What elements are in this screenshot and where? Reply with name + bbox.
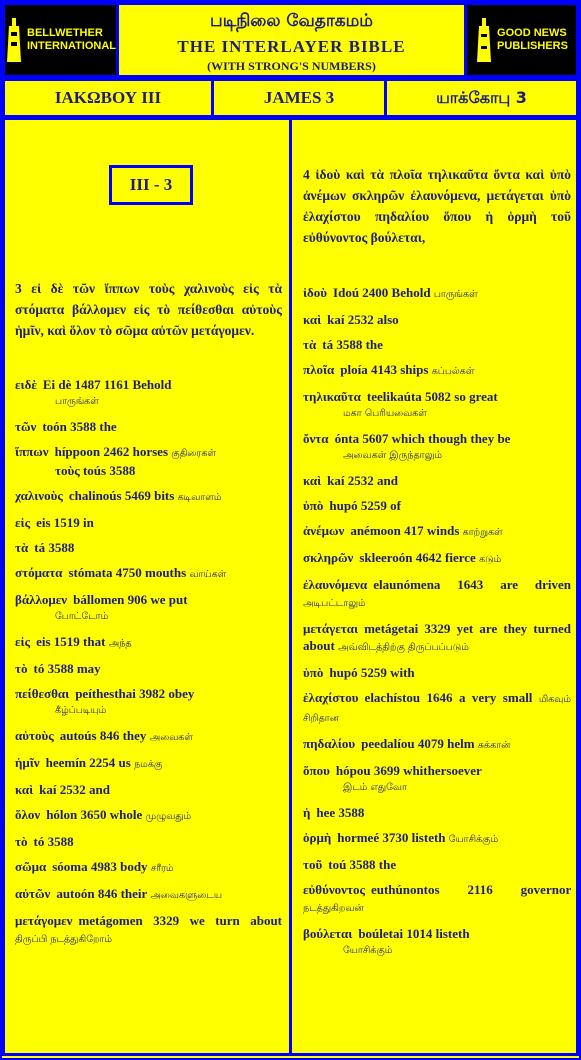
word-entry [15,858,282,877]
greek-word: πείθεσθαι [15,686,70,701]
word-entry [15,591,282,625]
transliteration-gloss: kaí 2532 also [327,312,399,327]
tamil-gloss: நமக்கு [134,759,163,770]
bellwether-logo [2,2,119,78]
word-entry [303,284,571,303]
transliteration-gloss: peedalíou 4079 helm [361,736,475,751]
transliteration-gloss: hólon 3650 whole [46,807,143,822]
word-entry [15,727,282,746]
word-entry [15,833,282,850]
greek-word: ἡμῖν [15,755,40,770]
greek-word: σκληρῶν [303,550,354,565]
tamil-gloss: கப்பல்கள் [431,366,475,377]
transliteration-gloss: híppoon 2462 horses [54,444,169,459]
word-entry [303,689,571,727]
tamil-gloss: கடிவாளம் [177,492,222,503]
word-entry [15,912,282,948]
tamil-gloss: முழுவதும் [145,811,192,822]
greek-word: εἰς [15,634,31,649]
word-entry [303,361,571,380]
transliteration-gloss: hormeé 3730 listeth [337,830,446,845]
transliteration-gloss: boúletai 1014 listeth [358,926,470,941]
logo-line-2: PUBLISHERS [497,40,568,52]
chapter-badge [109,165,193,205]
transliteration-gloss: stómata 4750 mouths [68,565,187,580]
word-entry [303,311,571,328]
greek-word: βάλλομεν [15,592,68,607]
word-entry [15,443,282,479]
transliteration-gloss: peíthesthai 3982 obey [75,686,195,701]
transliteration-gloss: heemín 2254 us [45,755,131,770]
word-entry [15,781,282,798]
greek-word: σῶμα [15,859,47,874]
word-entry [15,754,282,773]
greek-word: ὑπὸ [303,498,324,513]
transliteration-gloss: tó 3588 may [33,661,101,676]
word-entry [15,885,282,904]
verse-3-greek: 3 εἰ δὲ τῶν ἵππων τοὺς χαλινοὺς εἰς τὰ στόματα βάλλομεν εἰς τὸ πείθεσθαι αὐτοὺς ἡμῖν, καὶ ὅλον τὸ σῶμα αὐτῶν μετάγομεν. [15,281,282,338]
tamil-gloss: யோசிக்கும் [343,945,393,956]
word-entry [303,804,571,821]
book-greek-label: ΙΑΚΩΒΟΥ III [54,88,162,107]
greek-word: καὶ [303,473,322,488]
word-entry [15,685,282,719]
word-entry [303,576,571,612]
title-tamil: படிநிலை வேதாகமம் [210,11,373,31]
greek-word: εἰς [15,515,31,530]
tamil-gloss: கீழ்ப்படியும் [55,705,107,716]
tamil-gloss: அவைகள் [149,732,193,743]
tower-icon [475,16,493,64]
tower-icon [5,16,23,64]
transliteration-gloss: hupó 5259 with [329,665,415,680]
transliteration-gloss: hópou 3699 whithersoever [335,763,482,778]
tamil-gloss: அவ்விடத்திற்கு திருப்பப்படும் [338,642,469,653]
word-entry [15,806,282,825]
transliteration-gloss: skleeroón 4642 fierce [359,550,476,565]
word-entry [15,376,282,410]
word-entry [303,522,571,541]
transliteration-gloss: bállomen 906 we put [73,592,188,607]
transliteration-gloss: eis 1519 that [36,634,106,649]
tamil-gloss: அவைகளுடைய [150,890,222,901]
greek-word: ἐλαχίστου [303,690,359,705]
greek-word: ὑπὸ [303,665,324,680]
word-entry [303,762,571,796]
word-entry [303,881,571,917]
transliteration-gloss: tá 3588 [34,540,75,555]
word-entry [15,633,282,652]
greek-word: ὁρμὴ [303,830,332,845]
greek-word: ὅλον [15,807,41,822]
word-entry [303,549,571,568]
greek-word: τηλικαῦτα [303,389,361,404]
book-tamil [384,78,579,118]
tamil-gloss: குதிரைகள் [171,448,216,459]
greek-word: αὐτῶν [15,886,51,901]
greek-word: αὐτοὺς [15,728,54,743]
continuation-line: τοὺς toús 3588 [55,463,136,478]
greek-word: χαλινοὺς [15,488,63,503]
book-english-label: JAMES 3 [263,88,335,107]
transliteration-gloss: ploía 4143 ships [340,362,429,377]
transliteration-gloss: elachístou 1646 a very small [364,690,533,705]
tamil-gloss: மிகவும் சிறிதான [303,694,572,724]
transliteration-gloss: metágetai 3329 yet are they turned about [303,621,571,653]
transliteration-gloss: kaí 2532 and [39,782,110,797]
greek-word: ἵππων [15,444,49,459]
transliteration-gloss: toón 3588 the [42,419,117,434]
tamil-gloss: பாருங்கள் [55,396,99,407]
word-entry [15,539,282,556]
greek-word: μετάγεται [303,621,359,636]
left-word-list [15,376,282,956]
greek-word: τὸ [15,834,28,849]
tamil-gloss: மகா பெரியவைகள் [343,408,427,419]
transliteration-gloss: tó 3588 [33,834,74,849]
transliteration-gloss: hee 3588 [316,805,365,820]
greek-word: καὶ [15,782,34,797]
left-column [2,117,292,1056]
word-entry [303,664,571,681]
transliteration-gloss: ónta 5607 which though they be [334,431,511,446]
transliteration-gloss: autoón 846 their [56,886,148,901]
greek-word: ἐλαυνόμενα [303,577,368,592]
tamil-gloss: அடிபட்டாலும் [303,598,366,609]
greek-word: ἰδοὺ [303,285,328,300]
transliteration-gloss: hupó 5259 of [329,498,401,513]
word-entry [15,487,282,506]
transliteration-gloss: sóoma 4983 body [52,859,148,874]
greek-word: ειδὲ [15,377,37,392]
tamil-gloss: காற்றுகள் [462,527,503,538]
transliteration-gloss: Ei dè 1487 1161 Behold [42,377,172,392]
transliteration-gloss: toú 3588 the [328,857,397,872]
greek-word: στόματα [15,565,63,580]
word-entry [15,660,282,677]
greek-word: τὰ [303,337,317,352]
transliteration-gloss: teelikaúta 5082 so great [366,389,498,404]
transliteration-gloss: kaí 2532 and [327,473,398,488]
tamil-gloss: அந்த [108,638,132,649]
word-entry [15,418,282,435]
tamil-gloss: திருப்பி நடத்துகிறோம் [15,934,113,945]
word-entry [15,514,282,531]
tamil-gloss: நடத்துகிறவன் [303,903,364,914]
word-entry [303,829,571,848]
greek-word: τὰ [15,540,29,555]
verse-4-greek: 4 ἰδοὺ καὶ τὰ πλοῖα τηλικαῦτα ὄντα καὶ ὑπὸ ἀνέμων σκληρῶν ἐλαυνόμενα, μετάγεται ὑπὸ ἐλαχίστου πηδαλίου ὅπου ἡ ὁρμὴ τοῦ εὐθύνοντος βούλεται, [303,167,571,245]
title-main: THE INTERLAYER BIBLE [177,37,406,56]
word-entry [303,925,571,959]
chapter-badge-label: III - 3 [129,175,173,194]
greek-word: μετάγομεν [15,913,73,928]
greek-word: ἡ [303,805,311,820]
book-greek [2,78,214,118]
transliteration-gloss: tá 3588 the [322,337,383,352]
transliteration-gloss: anémoon 417 winds [350,523,460,538]
word-entry [15,564,282,583]
tamil-gloss: பாருங்கள் [433,289,478,300]
title-block [116,2,467,78]
tamil-gloss: அவைகள் இருந்தாலும் [343,450,443,461]
greek-word: εὐθύνοντος [303,882,365,897]
book-english [211,78,387,118]
tamil-gloss: யோசிக்கும் [448,834,499,845]
greek-word: τὸ [15,661,28,676]
greek-word: ἀνέμων [303,523,345,538]
tamil-gloss: சரீரம் [150,863,174,874]
word-entry [303,336,571,353]
greek-word: πλοῖα [303,362,335,377]
logo-line-1: BELLWETHER [27,27,103,39]
tamil-gloss: போட்டோம் [55,611,109,622]
word-entry [303,388,571,422]
tamil-gloss: இடம் எதுவோ [343,782,407,793]
greek-word: ὅπου [303,763,330,778]
transliteration-gloss: chalinoús 5469 bits [68,488,175,503]
logo-line-1: GOOD NEWS [497,27,567,39]
tamil-gloss: சுக்கான் [477,740,511,751]
transliteration-gloss: elaunómena 1643 are driven [373,577,571,592]
title-sub: (WITH STRONG'S NUMBERS) [207,59,376,73]
transliteration-gloss: metágomen 3329 we turn about [78,913,282,928]
right-column [289,117,579,1056]
right-word-list [303,284,571,967]
transliteration-gloss: eis 1519 in [36,515,94,530]
logo-line-2: INTERNATIONAL [27,40,117,52]
greek-word: βούλεται [303,926,353,941]
transliteration-gloss: euthúnontos 2116 governor [370,882,571,897]
greek-word: ὄντα [303,431,329,446]
word-entry [303,856,571,873]
word-entry [303,735,571,754]
transliteration-gloss: autoús 846 they [59,728,147,743]
word-entry [303,620,571,656]
tamil-gloss: கடும் [479,554,502,565]
word-entry [303,472,571,489]
good-news-logo [464,2,579,78]
greek-word: τῶν [15,419,37,434]
greek-word: τοῦ [303,857,323,872]
greek-word: πηδαλίου [303,736,356,751]
transliteration-gloss: Idoú 2400 Behold [333,285,431,300]
word-entry [303,430,571,464]
greek-word: καὶ [303,312,322,327]
word-entry [303,497,571,514]
tamil-gloss: வாய்கள் [189,569,227,580]
book-tamil-label: யாக்கோபு 3 [436,87,527,107]
